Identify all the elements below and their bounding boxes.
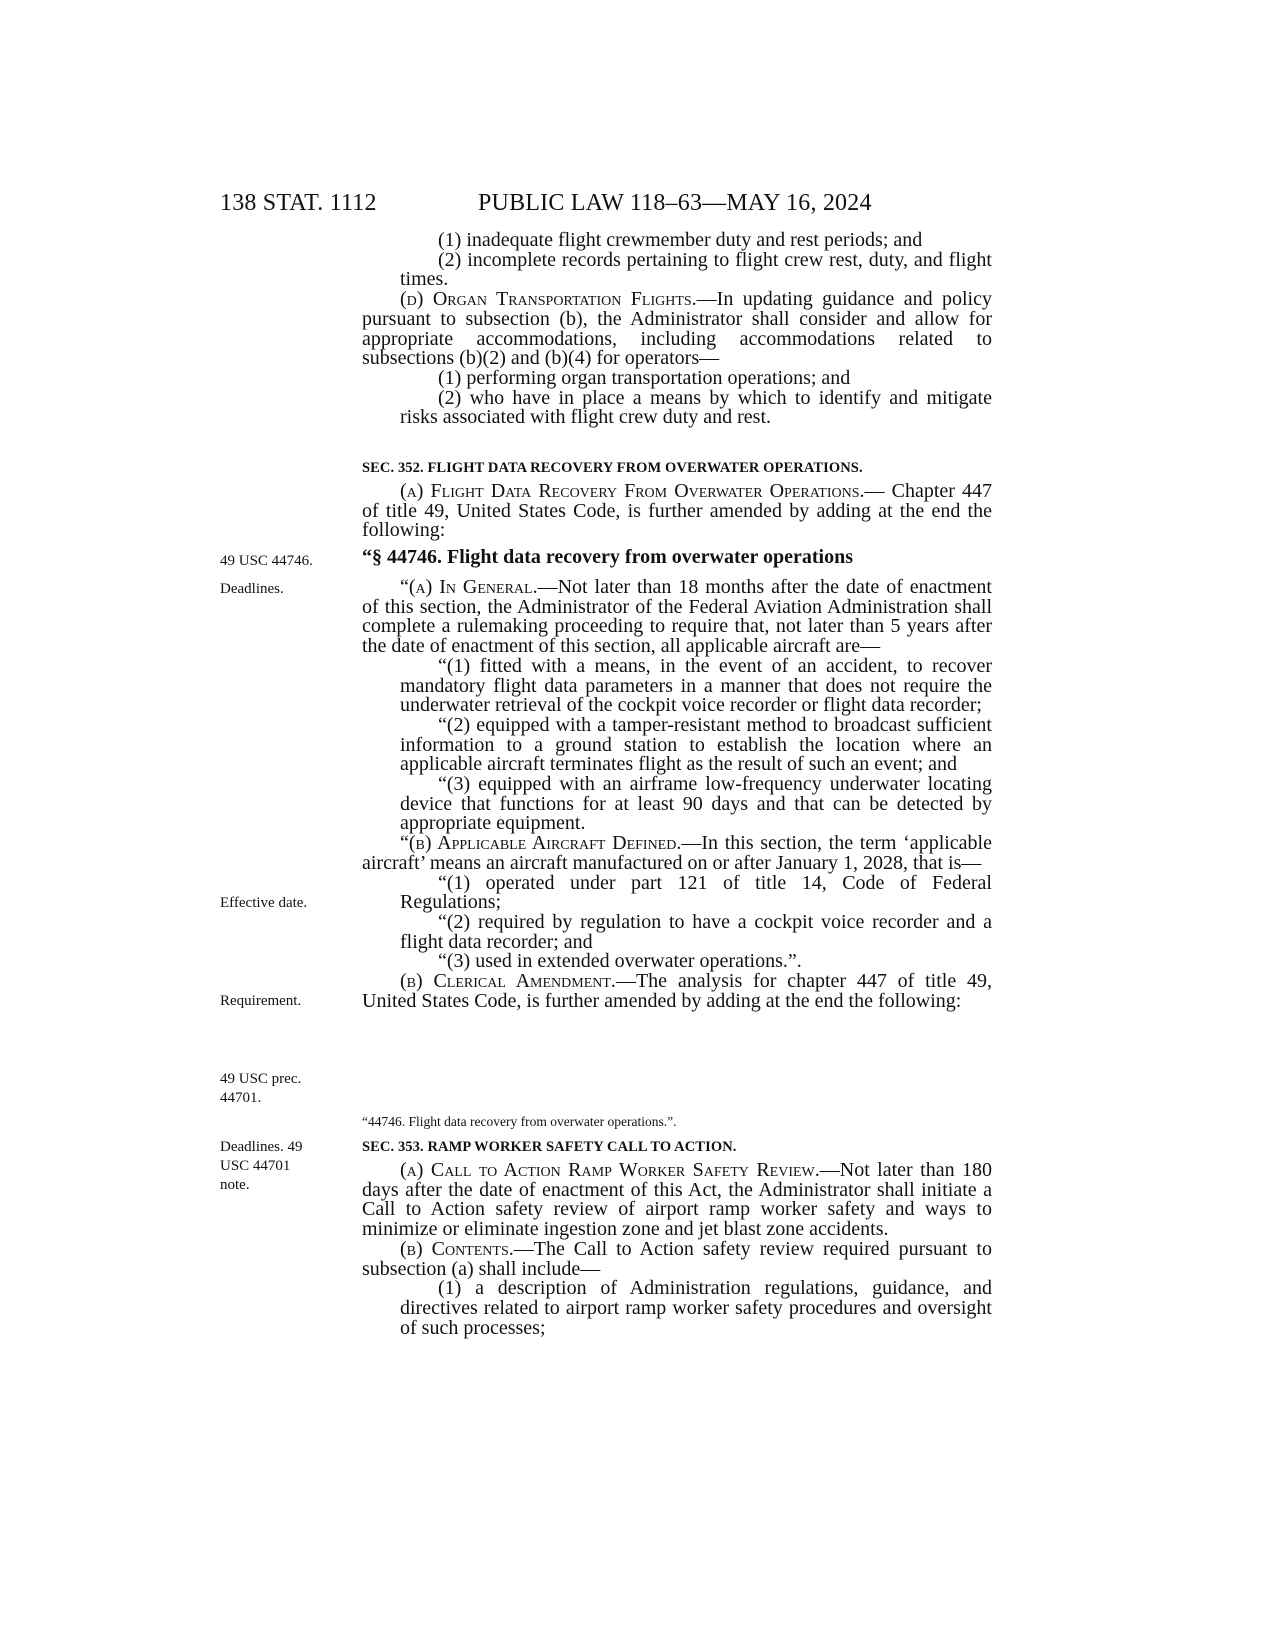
code-paragraph-b2: “(2) required by regulation to have a cockpit voice recorder and a flight data recorder; and xyxy=(400,910,992,953)
subsection-353b-heading: (b) Contents. xyxy=(400,1237,514,1260)
code-paragraph-b3: “(3) used in extended overwater operations.”. xyxy=(438,950,802,973)
subsection-352b-heading: (b) Clerical Amendment. xyxy=(400,970,616,993)
margin-note-effective-date: Effective date. xyxy=(220,895,308,911)
margin-note-deadlines-note: Deadlines. 49 USC 44701 note. xyxy=(220,1139,303,1193)
subsection-352a-heading: (a) Flight Data Recovery From Overwater Operations. xyxy=(400,480,865,502)
section-353-title: SEC. 353. RAMP WORKER SAFETY CALL TO ACTION. xyxy=(362,1139,737,1155)
paragraph-c1: (1) inadequate flight crewmember duty and rest periods; and xyxy=(438,229,923,251)
section-352-title: SEC. 352. FLIGHT DATA RECOVERY FROM OVERWATER OPERATIONS. xyxy=(362,460,863,476)
section-352-heading xyxy=(362,459,992,479)
code-subsection-b-text: —In this section, the term ‘applicable aircraft’ means an aircraft manufactured on or after January 1, 2028, that is— xyxy=(362,832,992,874)
margin-note-requirement: Requirement. xyxy=(220,993,302,1009)
subsection-353a-text: —Not later than 180 days after the date of enactment of this Act, the Administrator shall initiate a Call to Action safety review of airport ramp worker safety and ways to minimize or eliminate ingestion zone and jet blast zone accidents. xyxy=(362,1159,992,1241)
paragraph-d1: (1) performing organ transportation operations; and xyxy=(438,366,851,389)
subsection-352b-text: —The analysis for chapter 447 of title 49, United States Code, is further amended by adding at the end the following: xyxy=(362,970,992,1012)
page-citation: 138 STAT. 1112 xyxy=(220,190,377,216)
code-paragraph-a2: “(2) equipped with a tamper-resistant method to broadcast sufficient information to a ground station to establish the location where an applicable aircraft terminates flight as the result of such an event; and xyxy=(400,713,992,776)
code-section-body xyxy=(362,578,992,1011)
paragraph-c2: (2) incomplete records pertaining to flight crew rest, duty, and flight times. xyxy=(400,248,992,291)
margin-note-49usc44746: 49 USC 44746. xyxy=(220,553,313,569)
subsection-352a-text: — Chapter 447 of title 49, United States Code, is further amended by adding at the end the following: xyxy=(362,480,992,542)
code-subsection-b-heading: “(b) Applicable Aircraft Defined. xyxy=(400,832,682,855)
subsection-353a xyxy=(362,1161,992,1240)
section-353-heading xyxy=(362,1138,992,1158)
subsection-352a xyxy=(362,482,992,541)
section-353-body xyxy=(362,1161,992,1338)
page-header-title: PUBLIC LAW 118–63—MAY 16, 2024 xyxy=(478,190,872,216)
subsection-353a-heading: (a) Call to Action Ramp Worker Safety Review. xyxy=(400,1159,820,1181)
code-subsection-b xyxy=(362,834,992,873)
analysis-line-block xyxy=(362,1112,992,1132)
code-subsection-a xyxy=(362,578,992,657)
subsection-353b-text: —The Call to Action safety review required pursuant to subsection (a) shall include— xyxy=(362,1237,992,1280)
code-paragraph-a3: “(3) equipped with an airframe low-frequency underwater locating device that functions for at least 90 days and that can be detected by appropriate equipment. xyxy=(400,773,992,835)
code-section-heading xyxy=(362,548,992,568)
code-subsection-a-text: —Not later than 18 months after the date of enactment of this section, the Administrator of the Federal Aviation Administration shall complete a rulemaking proceeding to require that, not later than 5 years after the date of enactment of this section, all applicable aircraft are— xyxy=(362,576,992,658)
paragraph-353b1: (1) a description of Administration regulations, guidance, and directives related to airport ramp worker safety procedures and oversight of such processes; xyxy=(400,1277,992,1339)
section-352-a xyxy=(362,482,992,541)
code-paragraph-a1: “(1) fitted with a means, in the event of an accident, to recover mandatory flight data parameters in a manner that does not require the underwater retrieval of the cockpit voice recorder or flight data recorder; xyxy=(400,654,992,717)
margin-note-49usc-prec: 49 USC prec. 44701. xyxy=(220,1071,302,1106)
margin-note-deadlines: Deadlines. xyxy=(220,581,284,597)
subsection-353b xyxy=(362,1237,992,1280)
paragraph-d2: (2) who have in place a means by which to identify and mitigate risks associated with flight crew duty and rest. xyxy=(400,386,992,429)
code-subsection-a-heading: “(a) In General. xyxy=(400,576,538,598)
subsection-d-heading: (d) Organ Transportation Flights. xyxy=(400,288,697,311)
page-body-top xyxy=(362,231,992,428)
code-paragraph-b1: “(1) operated under part 121 of title 14, Code of Federal Regulations; xyxy=(400,871,992,914)
subsection-352b xyxy=(362,972,992,1011)
subsection-d xyxy=(362,290,992,369)
subsection-d-text: —In updating guidance and policy pursuant to subsection (b), the Administrator shall consider and allow for appropriate accommodations, including accommodations related to subsections (b)(2) and (b)(4) for operators— xyxy=(362,288,992,370)
code-section-44746-title: “§ 44746. Flight data recovery from overwater operations xyxy=(362,546,854,568)
analysis-line: “44746. Flight data recovery from overwater operations.”. xyxy=(362,1114,677,1129)
